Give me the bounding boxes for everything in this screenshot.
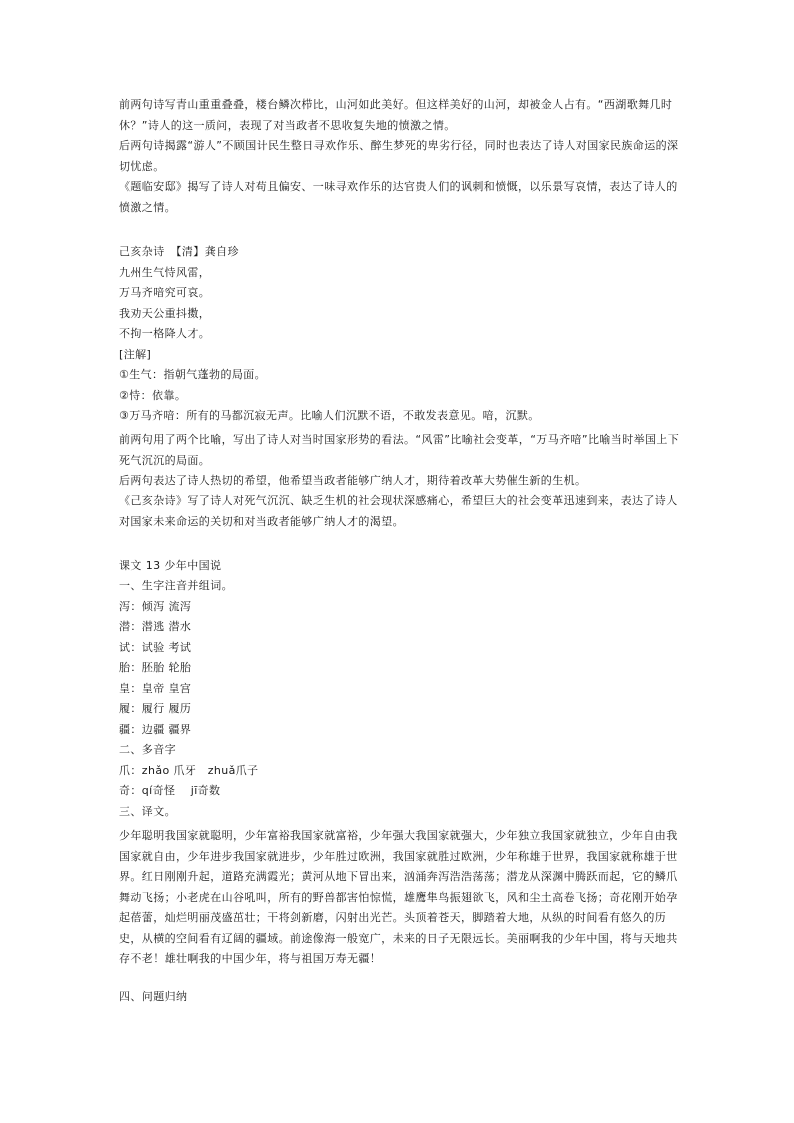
paragraph: 《己亥杂诗》写了诗人对死气沉沉、缺乏生机的社会现状深感痛心，希望巨大的社会变革迅速到来，表达了诗人对国家未来命运的关切和对当政者能够广纳人才的渴望。 (119, 494, 678, 528)
paragraph: 前两句用了两个比喻，写出了诗人对当时国家形势的看法。“风雷”比喻社会变革，“万马齐喑”比喻当时举国上下死气沉沉的局面。 (119, 433, 680, 467)
section-heading: 一、生字注音并组词。 (119, 579, 233, 592)
word-item: 潜：潜逃 潜水 (119, 620, 192, 633)
poem-line: 不拘一格降人才。 (119, 327, 211, 340)
section-heading: 二、多音字 (119, 743, 176, 756)
poem-line: 万马齐喑究可哀。 (119, 286, 211, 299)
poem-line: 九州生气恃风雷， (119, 266, 211, 279)
polyphone-item: 爪：zhǎo 爪牙 zhuǎ爪子 (119, 764, 259, 777)
paragraph: 后两句诗揭露“游人”不顾国计民生整日寻欢作乐、醉生梦死的卑劣行径，同时也表达了诗人对国家民族命运的深切忧虑。 (119, 139, 679, 173)
translation-paragraph: 少年聪明我国家就聪明，少年富裕我国家就富裕，少年强大我国家就强大，少年独立我国家就独立，少年自由我国家就自由，少年进步我国家就进步，少年胜过欧洲，我国家就胜过欧洲，少年称雄于世界，我国家就称雄于世界。红日刚刚升起，道路充满霞光；黄河从地下冒出来，汹涌奔泻浩浩荡荡；潜龙从深渊中腾跃而起，它的鳞爪舞动飞扬；小老虎在山谷吼叫，所有的野兽都害怕惊慌，雄鹰隼鸟振翅欲飞，风和尘土高卷飞扬；奇花刚开始孕起蓓蕾，灿烂明丽茂盛茁壮；干将剑新磨，闪射出光芒。头顶着苍天，脚踏着大地，从纵的时间看有悠久的历史，从横的空间看有辽阔的疆域。前途像海一般宽广，未来的日子无限远长。美丽啊我的少年中国，将与天地共存不老！雄壮啊我的中国少年，将与祖国万寿无疆！ (119, 829, 678, 965)
paragraph: 前两句诗写青山重重叠叠，楼台鳞次栉比，山河如此美好。但这样美好的山河，却被金人占有。“西湖歌舞几时休？”诗人的这一质问，表现了对当政者不思收复失地的愤激之情。 (119, 98, 673, 132)
note-item: ①生气：指朝气蓬勃的局面。 (119, 368, 267, 381)
word-item: 泻：倾泻 流泻 (119, 600, 192, 613)
poem-title: 己亥杂诗 【清】龚自珍 (119, 245, 239, 258)
notes-header: [注解] (119, 348, 152, 361)
note-item: ③万马齐喑：所有的马都沉寂无声。比喻人们沉默不语，不敢发表意见。喑，沉默。 (119, 409, 540, 422)
polyphone-item: 奇：qí奇怪 jī奇数 (119, 784, 221, 797)
word-item: 皇：皇帝 皇宫 (119, 682, 192, 695)
section-heading: 三、译文。 (119, 805, 176, 818)
lesson-title: 课文 13 少年中国说 (119, 559, 222, 572)
paragraph: 《题临安邸》揭写了诗人对苟且偏安、一味寻欢作乐的达官贵人们的讽刺和愤慨，以乐景写哀情，表达了诗人的愤激之情。 (119, 180, 678, 214)
note-item: ②恃：依靠。 (119, 389, 187, 402)
word-item: 疆：边疆 疆界 (119, 723, 192, 736)
word-item: 履：履行 履历 (119, 702, 192, 715)
paragraph: 后两句表达了诗人热切的希望，他希望当政者能够广纳人才，期待着改革大势催生新的生机。 (119, 474, 587, 487)
word-item: 试：试验 考试 (119, 641, 192, 654)
word-item: 胎：胚胎 轮胎 (119, 661, 192, 674)
poem-line: 我劝天公重抖擞， (119, 307, 211, 320)
section-heading: 四、问题归纳 (119, 990, 188, 1003)
